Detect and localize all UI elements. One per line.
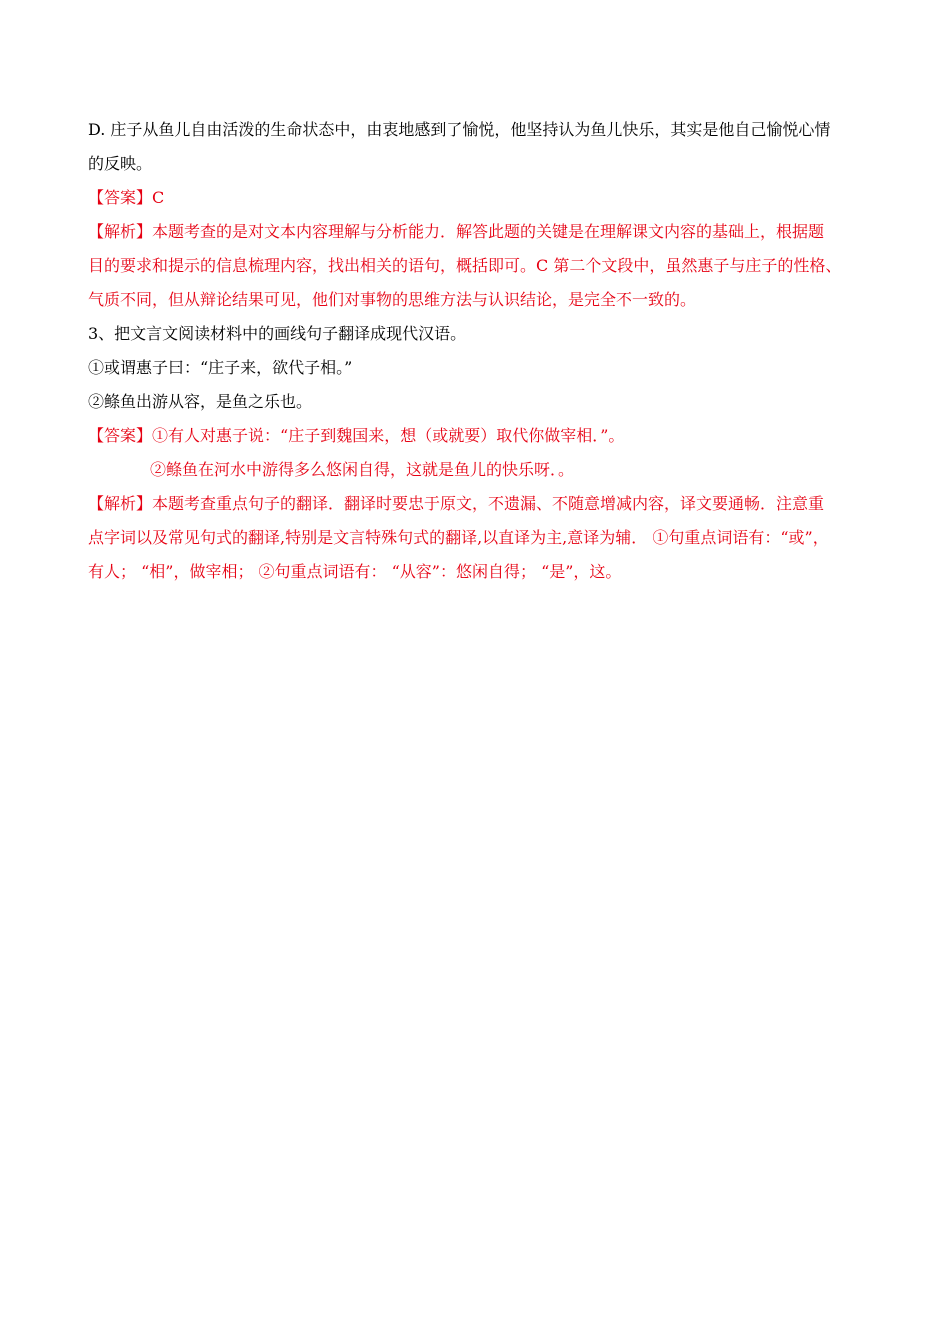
analysis-1-line-1 <box>88 215 878 249</box>
answer-tag: 【答案】 <box>88 426 153 445</box>
question-3-title: 3、把文言文阅读材料中的画线句子翻译成现代汉语。 <box>88 324 467 343</box>
analysis-text: 本题考查的是对文本内容理解与分析能力．解答此题的关键是在理解课文内容的基础上，根据题 <box>152 222 825 241</box>
answer-tag: 【答案】 <box>88 188 153 207</box>
option-d-line-1: D. 庄子从鱼儿自由活泼的生命状态中，由衷地感到了愉悦，他坚持认为鱼儿快乐，其实是他自己愉悦心情 <box>88 120 831 139</box>
analysis-text: 本题考查重点句子的翻译．翻译时要忠于原文，不遗漏、不随意增减内容，译文要通畅．注意重 <box>152 494 825 513</box>
analysis-tag: 【解析】 <box>88 494 153 513</box>
analysis-3-line-2: 点字词以及常见句式的翻译,特别是文言特殊句式的翻译,以直译为主,意译为辅． ①句重点词语有：“或”， <box>88 528 829 547</box>
answer-3-line-2: ②鲦鱼在河水中游得多么悠闲自得，这就是鱼儿的快乐呀．。 <box>150 460 575 479</box>
document-body <box>88 113 878 589</box>
analysis-1-line-2: 目的要求和提示的信息梳理内容，找出相关的语句，概括即可。C 第二个文段中，虽然惠子与庄子的性格、 <box>88 256 842 275</box>
question-3-item-2: ②鲦鱼出游从容，是鱼之乐也。 <box>88 392 313 411</box>
analysis-tag: 【解析】 <box>88 222 153 241</box>
analysis-1-line-3: 气质不同，但从辩论结果可见，他们对事物的思维方法与认识结论，是完全不一致的。 <box>88 290 697 309</box>
analysis-3-line-1 <box>88 487 878 521</box>
answer-1 <box>88 181 878 215</box>
option-d-line-2: 的反映。 <box>88 154 153 173</box>
analysis-3-line-3: 有人； “相”，做宰相； ②句重点词语有： “从容”：悠闲自得； “是”，这。 <box>88 562 622 581</box>
answer-text: ①有人对惠子说：“庄子到魏国来，想（或就要）取代你做宰相．”。 <box>152 426 625 445</box>
question-3-item-1: ①或谓惠子曰：“庄子来，欲代子相。” <box>88 358 353 377</box>
answer-3-line-1 <box>88 419 878 453</box>
answer-value: C <box>152 188 165 207</box>
